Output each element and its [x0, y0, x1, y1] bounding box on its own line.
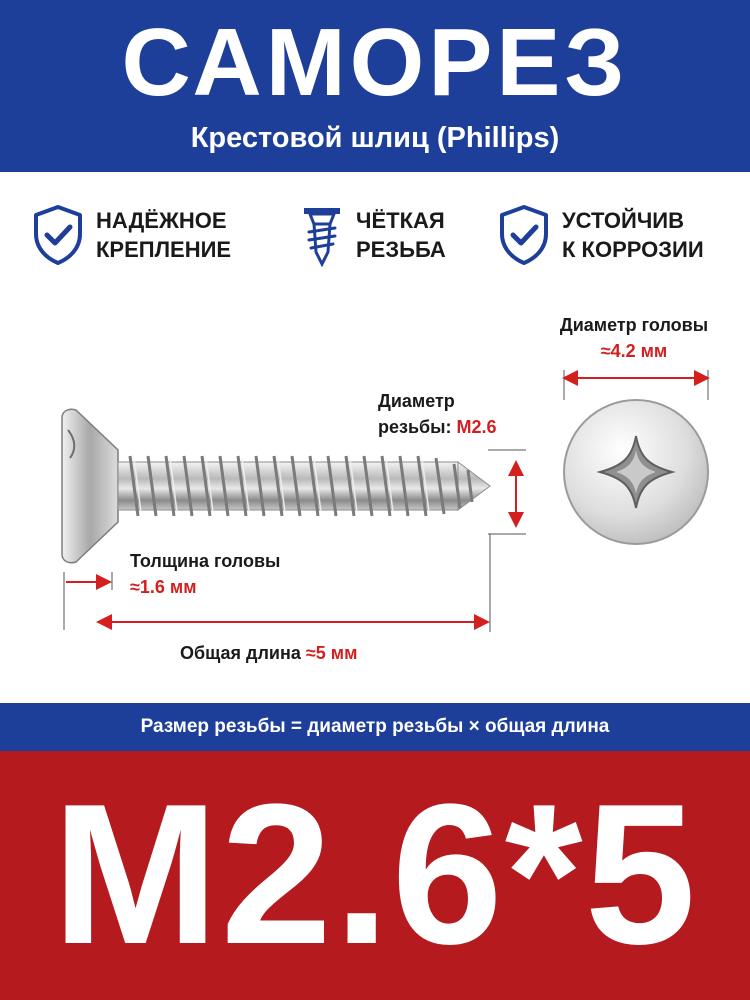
- feature-corrosion-resistant: [498, 195, 704, 275]
- feature-clean-thread: [300, 195, 446, 275]
- thread-diameter-label: Диаметр резьбы: M2.6: [378, 391, 497, 437]
- page-subtitle: Крестовой шлиц (Phillips): [190, 122, 560, 154]
- total-length-label: Общая длина ≈5 мм: [180, 643, 358, 663]
- screw-head-top-view: [564, 400, 708, 544]
- screw-size: M2.6*5: [52, 763, 698, 986]
- formula-banner: Размер резьбы = диаметр резьбы × общая длина: [0, 703, 750, 751]
- head-diameter-value: ≈4.2 мм: [600, 341, 668, 361]
- head-diameter-dimension: [564, 370, 708, 400]
- thread-diameter-value: M2.6: [456, 417, 497, 437]
- feature-label: УСТОЙЧИВ К КОРРОЗИИ: [562, 208, 704, 262]
- head-diameter-label: Диаметр головы ≈4.2 мм: [544, 312, 724, 364]
- size-banner: [0, 751, 750, 1000]
- thread-diameter-dimension: [488, 450, 526, 534]
- feature-label: НАДЁЖНОЕ КРЕПЛЕНИЕ: [96, 208, 232, 262]
- header-banner: [0, 0, 750, 172]
- shield-check-icon: [498, 204, 550, 266]
- feature-label: ЧЁТКАЯ РЕЗЬБА: [356, 208, 446, 262]
- screw-icon: [300, 202, 344, 268]
- page-title: САМОРЕЗ: [121, 9, 629, 116]
- total-length-value: ≈5 мм: [305, 643, 358, 663]
- head-thickness-value: ≈1.6 мм: [130, 577, 197, 597]
- feature-reliable-fastening: [32, 195, 231, 275]
- head-thickness-label: Толщина головы ≈1.6 мм: [130, 548, 280, 600]
- shield-check-icon: [32, 204, 84, 266]
